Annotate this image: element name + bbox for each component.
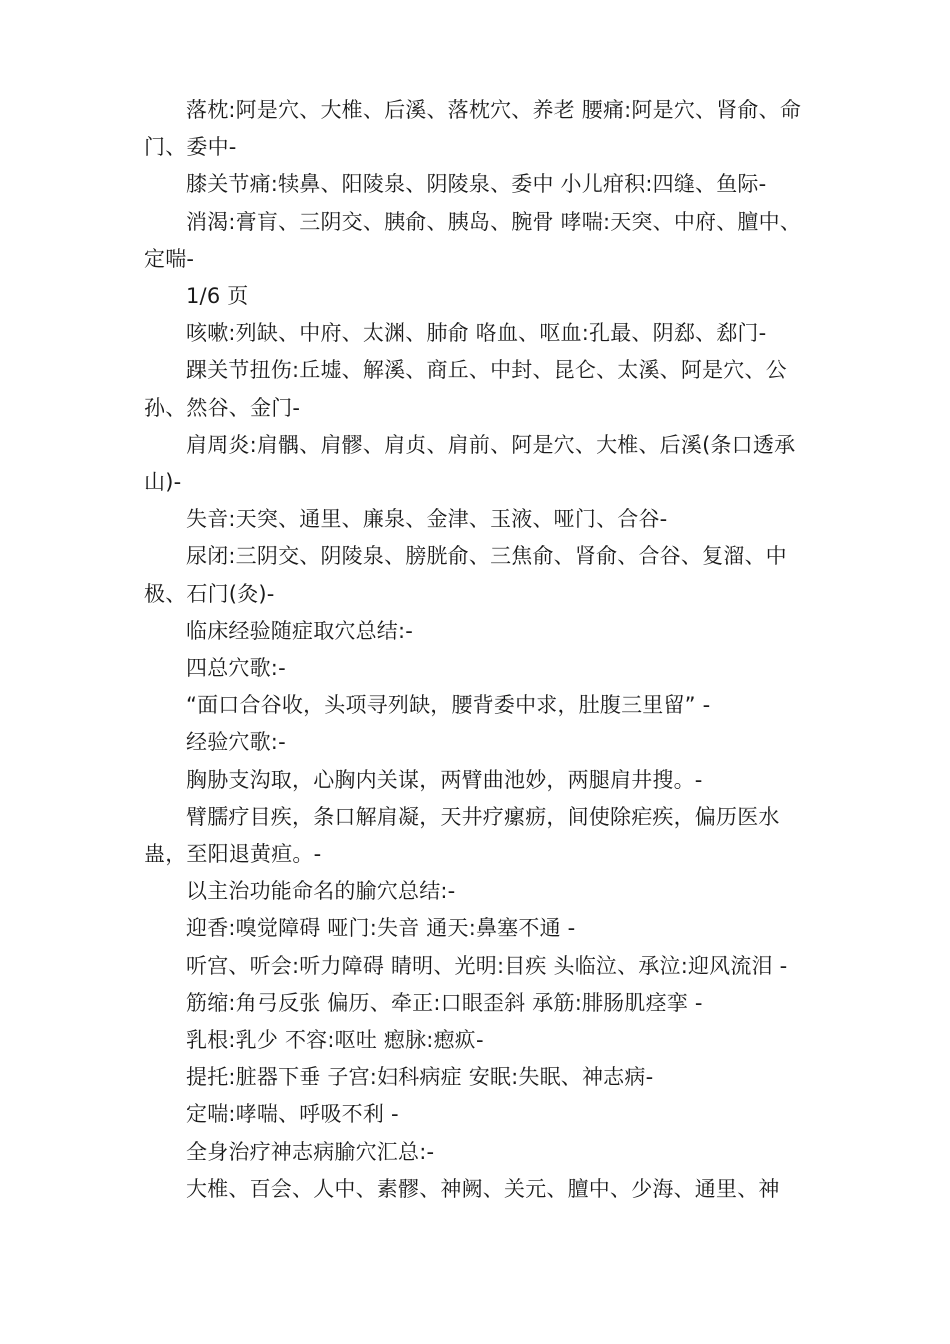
verse-line: 胸胁支沟取，心胸内关谋，两臂曲池妙，两腿肩井搜。- (186, 767, 703, 792)
text-paragraph: 提托:脏器下垂 子宫:妇科病症 安眠:失眠、神志病- (186, 1065, 654, 1090)
text-paragraph: 乳根:乳少 不容:呕吐 瘛脉:瘛疭- (186, 1028, 484, 1053)
text-paragraph: 定喘:哮喘、呼吸不利 - (186, 1102, 399, 1127)
text-paragraph: 迎香:嗅觉障碍 哑门:失音 通天:鼻塞不通 - (186, 916, 576, 941)
section-heading: 经验穴歌:- (186, 730, 286, 755)
verse-line: 臂臑疗目疾，条口解肩凝，天井疗瘰疬，间使除疟疾，偏历医水蛊，至阳退黄疸。- (144, 804, 780, 867)
section-heading: 全身治疗神志病腧穴汇总:- (186, 1139, 435, 1164)
quote-line: “面口合谷收，头项寻列缺，腰背委中求，肚腹三里留” - (186, 693, 711, 718)
section-heading: 以主治功能命名的腧穴总结:- (186, 879, 456, 904)
text-paragraph: 踝关节扭伤:丘墟、解溪、商丘、中封、昆仑、太溪、阿是穴、公孙、然谷、金门- (144, 358, 787, 420)
section-heading: 临床经验随症取穴总结:- (186, 618, 414, 643)
text-paragraph: 失音:天突、通里、廉泉、金津、玉液、哑门、合谷- (186, 507, 668, 532)
text-paragraph: 尿闭:三阴交、阴陵泉、膀胱俞、三焦俞、肾俞、合谷、复溜、中极、石门(灸)- (144, 544, 787, 606)
text-paragraph: 听宫、听会:听力障碍 睛明、光明:目疾 头临泣、承泣:迎风流泪 - (186, 953, 788, 978)
text-paragraph: 消渴:膏肓、三阴交、胰俞、胰岛、腕骨 哮喘:天突、中府、膻中、定喘- (144, 209, 802, 271)
text-paragraph: 肩周炎:肩髃、肩髎、肩贞、肩前、阿是穴、大椎、后溪(条口透承山)- (144, 432, 796, 495)
text-paragraph: 大椎、百会、人中、素髎、神阙、关元、膻中、少海、通里、神 (186, 1176, 780, 1201)
page-number: 1/6 页 (186, 284, 249, 309)
text-paragraph: 落枕:阿是穴、大椎、后溪、落枕穴、养老 腰痛:阿是穴、肾俞、命门、委中- (144, 98, 802, 160)
text-paragraph: 咳嗽:列缺、中府、太渊、肺俞 咯血、呕血:孔最、阴郄、郄门- (186, 321, 767, 346)
section-heading: 四总穴歌:- (186, 656, 286, 681)
text-paragraph: 筋缩:角弓反张 偏历、牵正:口眼歪斜 承筋:腓肠肌痉挛 - (186, 990, 703, 1015)
text-paragraph: 膝关节痛:犊鼻、阳陵泉、阴陵泉、委中 小儿疳积:四缝、鱼际- (186, 172, 767, 197)
